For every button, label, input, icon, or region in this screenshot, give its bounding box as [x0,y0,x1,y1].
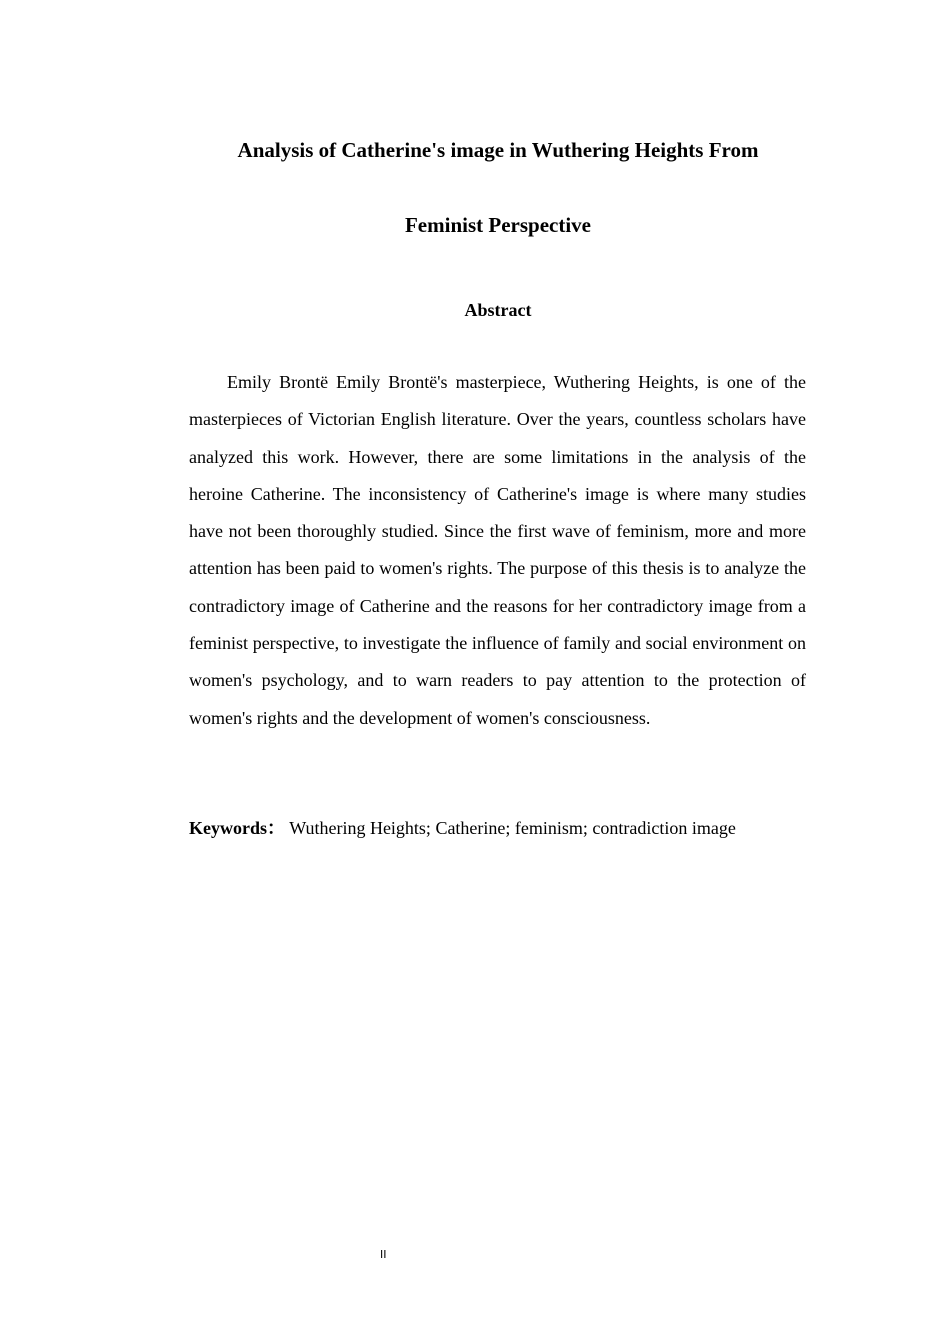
thesis-title-line-2: Feminist Perspective [404,213,592,237]
keywords-line [189,815,829,841]
page-number: II [380,1248,387,1261]
keywords-label: Keywords： [189,818,285,838]
keywords-value: Wuthering Heights; Catherine; feminism; contradiction image [289,818,736,838]
abstract-heading: Abstract [464,300,532,320]
thesis-title-line-1: Analysis of Catherine's image in Wuthering Heights From [237,138,759,162]
abstract-paragraph: Emily Brontë Emily Brontë's masterpiece, Wuthering Heights, is one of the masterpieces of Victorian English literature. Over the years, countless scholars have analyzed this work. However, there are some limitations in the analysis of the heroine Catherine. The inconsistency of Catherine's image is where many studies have not been thoroughly studied. Since the first wave of feminism, more and more attention has been paid to women's rights. The purpose of this thesis is to analyze the contradictory image of Catherine and the reasons for her contradictory image from a feminist perspective, to investigate the influence of family and social environment on women's psychology, and to warn readers to pay attention to the protection of women's rights and the development of women's consciousness. [189,372,806,728]
